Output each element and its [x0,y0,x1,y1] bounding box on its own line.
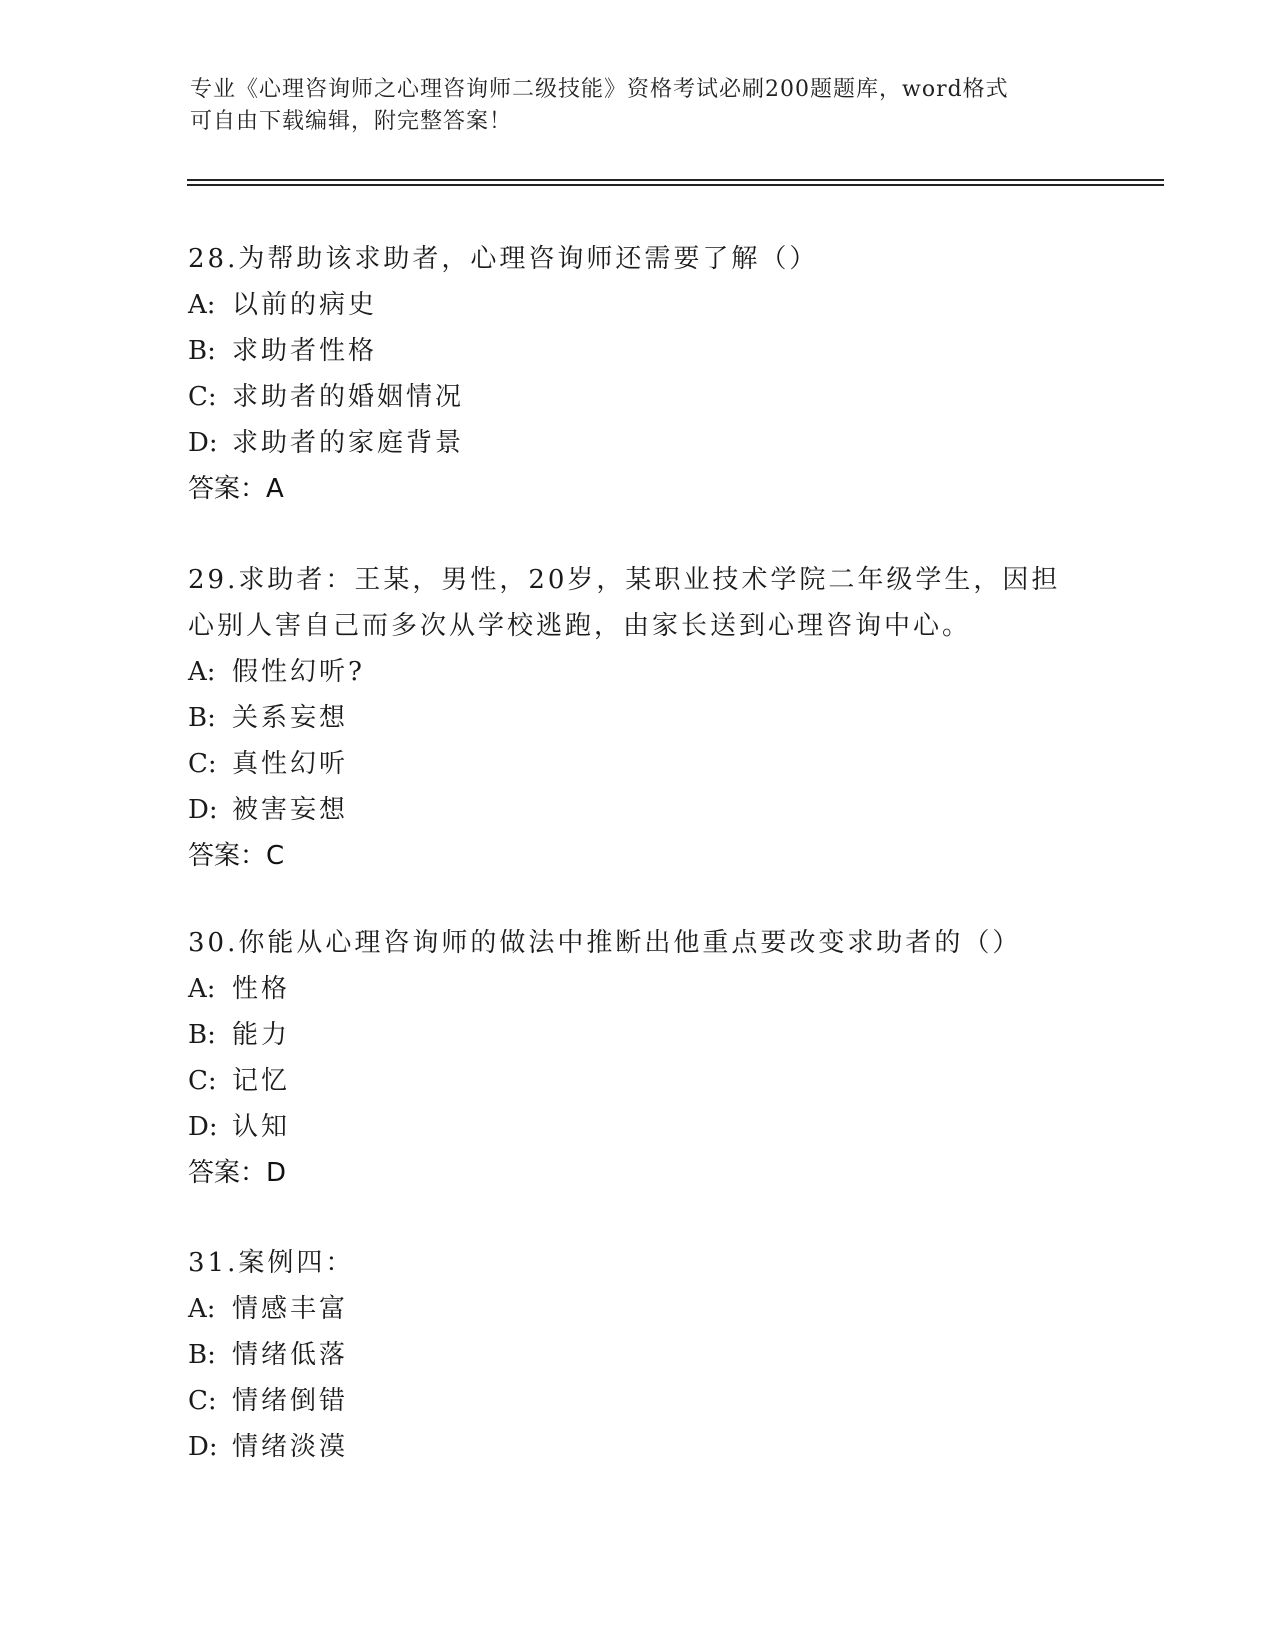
option-a [188,649,1088,695]
option-letter: D: [188,1112,218,1142]
answer-line: 答案：C [188,841,285,871]
option-c [188,741,1088,787]
option-b [188,695,1088,741]
option-letter: C: [188,1386,217,1416]
option-c [188,1378,1088,1424]
option-letter: B: [188,1340,216,1370]
option-d [188,787,1088,833]
option-letter: B: [188,703,216,733]
option-text: 关系妄想 [232,703,349,733]
option-text: 求助者的婚姻情况 [232,382,465,412]
option-text: 认知 [232,1112,291,1142]
question-text: 29.求助者：王某，男性，20岁，某职业技术学院二年级学生，因担心别人害自己而多次从学校逃跑，由家长送到心理咨询中心。 [188,565,1061,641]
answer-line: 答案：D [188,1158,287,1188]
option-text: 被害妄想 [232,795,349,825]
question-text: 28.为帮助该求助者，心理咨询师还需要了解（） [188,244,819,274]
option-text: 以前的病史 [232,290,378,320]
option-text: 情感丰富 [232,1294,349,1324]
option-d [188,420,1088,466]
header-divider-top [187,179,1164,181]
header-divider-bottom [187,184,1164,186]
option-text: 能力 [232,1020,291,1050]
option-a [188,1286,1088,1332]
option-b [188,328,1088,374]
option-letter: A: [188,657,216,687]
option-a [188,966,1088,1012]
option-text: 求助者性格 [232,336,378,366]
option-b [188,1012,1088,1058]
option-letter: C: [188,382,217,412]
option-d [188,1104,1088,1150]
answer-line: 答案：A [188,474,284,504]
option-letter: D: [188,1432,218,1462]
option-text: 性格 [232,974,291,1004]
question-text: 31.案例四： [188,1248,355,1278]
option-letter: D: [188,795,218,825]
option-a [188,282,1088,328]
option-text: 情绪低落 [232,1340,349,1370]
option-text: 假性幻听? [232,657,365,687]
option-letter: A: [188,974,216,1004]
header-line-1: 专业《心理咨询师之心理咨询师二级技能》资格考试必刷200题题库，word格式 [190,77,1009,102]
header-line-2: 可自由下载编辑，附完整答案！ [190,109,513,134]
option-letter: B: [188,336,216,366]
option-letter: C: [188,1066,217,1096]
option-letter: D: [188,428,218,458]
document-header [190,74,1090,138]
option-c [188,1058,1088,1104]
option-text: 情绪淡漠 [232,1432,349,1462]
option-letter: A: [188,1294,216,1324]
option-b [188,1332,1088,1378]
option-letter: A: [188,290,216,320]
option-text: 情绪倒错 [232,1386,349,1416]
question-28 [188,236,1088,512]
option-text: 求助者的家庭背景 [232,428,465,458]
question-30 [188,920,1088,1196]
option-d [188,1424,1088,1470]
option-text: 记忆 [232,1066,291,1096]
option-text: 真性幻听 [232,749,349,779]
option-c [188,374,1088,420]
option-letter: B: [188,1020,216,1050]
question-29 [188,557,1088,879]
question-text: 30.你能从心理咨询师的做法中推断出他重点要改变求助者的（） [188,928,1022,958]
option-letter: C: [188,749,217,779]
question-31 [188,1240,1088,1470]
